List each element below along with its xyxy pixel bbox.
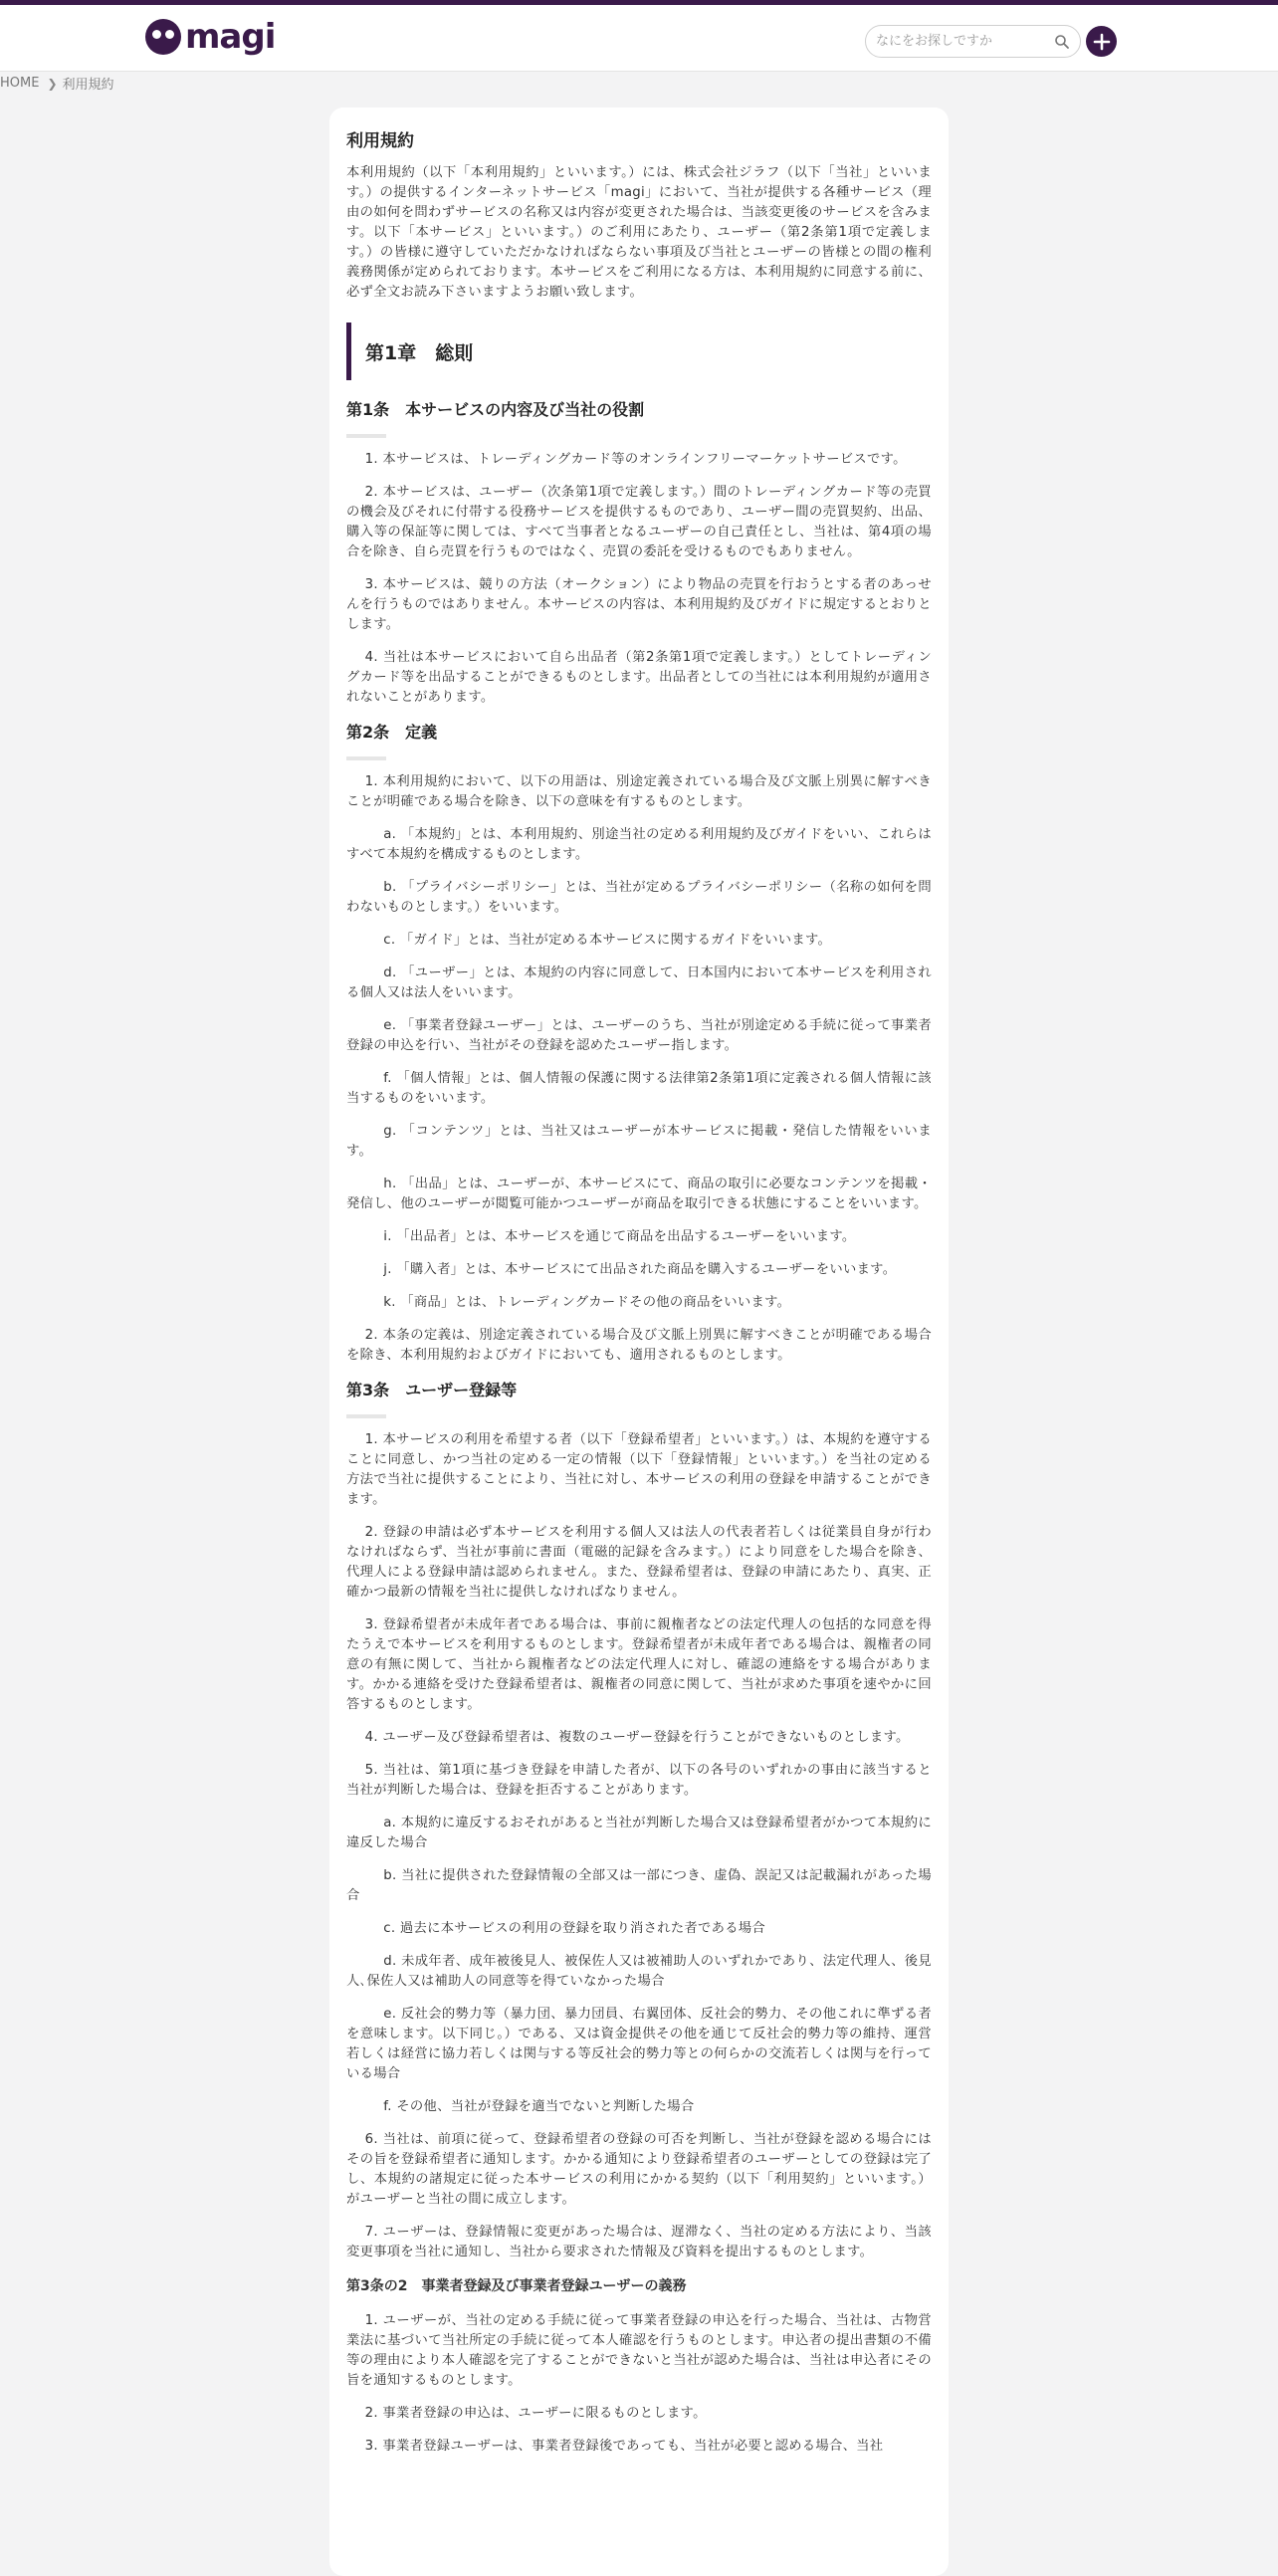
add-listing-button[interactable] bbox=[1086, 26, 1117, 57]
search-box[interactable] bbox=[865, 25, 1081, 58]
sub-clause: j. 「購入者」とは、本サービスにて出品された商品を購入するユーザーをいいます。 bbox=[383, 1262, 897, 1277]
sub-clause: b. 「プライバシーポリシー」とは、当社が定めるプライバシーポリシー（名称の如何を問わないものとします。）をいいます。 bbox=[346, 880, 932, 915]
clause: 6. 当社は、前項に従って、登録希望者の登録の可否を判断し、当社が登録を認める場合にはその旨を登録希望者に通知します。かかる通知により登録希望者のユーザーとしての登録は完了し、本規約の諸規定に従った本サービスの利用にかかる契約（以下「利用契約」といいます。）がユーザーと当社の間に成立します。 bbox=[346, 2132, 932, 2207]
sub-clause: e. 「事業者登録ユーザー」とは、ユーザーのうち、当社が別途定める手続に従って事業者登録の申込を行い、当社がその登録を認めたユーザー指します。 bbox=[346, 1018, 932, 1053]
sub-clause: d. 「ユーザー」とは、本規約の内容に同意して、日本国内において本サービスを利用される個人又は法人をいいます。 bbox=[346, 966, 932, 1000]
sub-clause: f. 「個人情報」とは、個人情報の保護に関する法律第2条第1項に定義される個人情報に該当するものをいいます。 bbox=[346, 1071, 932, 1106]
breadcrumb-current: 利用規約 bbox=[62, 78, 114, 93]
chapter-heading: 第1章 総則 bbox=[346, 322, 932, 380]
sub-clause: c. 過去に本サービスの利用の登録を取り消された者である場合 bbox=[383, 1921, 766, 1936]
sub-clause: a. 本規約に違反するおそれがあると当社が判断した場合又は登録希望者がかつて本規約に違反した場合 bbox=[346, 1816, 932, 1850]
search-icon[interactable] bbox=[1054, 34, 1070, 50]
clause: 3. 事業者登録ユーザーは、事業者登録後であっても、当社が必要と認める場合、当社 bbox=[364, 2439, 884, 2454]
clause: 2. 本サービスは、ユーザー（次条第1項で定義します。）間のトレーディングカード等の売買の機会及びそれに付帯する役務サービスを提供するものであり、ユーザー間の売買契約、出品、購入等の保証等に関しては、すべて当事者となるユーザーの自己責任とし、当社は、第4項の場合を除き、自ら売買を行うものではなく、売買の委託を受けるものでもありません。 bbox=[346, 485, 932, 559]
chevron-right-icon: ❯ bbox=[47, 76, 58, 91]
article-2-title: 第2条 定義 bbox=[346, 723, 438, 742]
terms-card bbox=[329, 107, 949, 2576]
article-3-title: 第3条 ユーザー登録等 bbox=[346, 1381, 518, 1399]
search-input[interactable] bbox=[866, 26, 1045, 57]
page-title: 利用規約 bbox=[346, 131, 414, 151]
article-divider bbox=[346, 1414, 386, 1418]
clause: 1. ユーザーが、当社の定める手続に従って事業者登録の申込を行った場合、当社は、古物営業法に基づいて当社所定の手続に従って本人確認を行うものとします。申込者の提出書類の不備等の理由により本人確認を完了することができないと当社が認めた場合は、当社は申込者にその旨を通知するものとします。 bbox=[346, 2313, 932, 2388]
clause: 2. 事業者登録の申込は、ユーザーに限るものとします。 bbox=[364, 2406, 707, 2421]
app-header bbox=[0, 5, 1278, 72]
clause: 1. 本サービスは、トレーディングカード等のオンラインフリーマーケットサービスです。 bbox=[364, 452, 907, 467]
clause: 3. 本サービスは、競りの方法（オークション）により物品の売買を行おうとする者のあっせんを行うものではありません。本サービスの内容は、本利用規約及びガイドに規定するとおりとします。 bbox=[346, 577, 932, 632]
article-1-title: 第1条 本サービスの内容及び当社の役割 bbox=[346, 400, 645, 419]
sub-clause: i. 「出品者」とは、本サービスを通じて商品を出品するユーザーをいいます。 bbox=[383, 1229, 856, 1244]
sub-clause: h. 「出品」とは、ユーザーが、本サービスにて、商品の取引に必要なコンテンツを掲載・発信し、他のユーザーが閲覧可能かつユーザーが商品を取引できる状態にすることをいいます。 bbox=[346, 1177, 932, 1211]
clause: 4. ユーザー及び登録希望者は、複数のユーザー登録を行うことができないものとします。 bbox=[364, 1730, 910, 1745]
clause: 1. 本サービスの利用を希望する者（以下「登録希望者」といいます。）は、本規約を遵守することに同意し、かつ当社の定める一定の情報（以下「登録情報」といいます。）を当社の定める方法で当社に提供することにより、当社に対し、本サービスの利用の登録を申請することができます。 bbox=[346, 1432, 932, 1507]
clause: 5. 当社は、第1項に基づき登録を申請した者が、以下の各号のいずれかの事由に該当すると当社が判断した場合は、登録を拒否することがあります。 bbox=[346, 1763, 932, 1798]
breadcrumb-home-link[interactable]: HOME bbox=[0, 76, 40, 91]
sub-clause: k. 「商品」とは、トレーディングカードその他の商品をいいます。 bbox=[383, 1295, 791, 1310]
clause: 2. 登録の申請は必ず本サービスを利用する個人又は法人の代表者若しくは従業員自身が行わなければならず、当社が事前に書面（電磁的記録を含みます。）により同意をした場合を除き、代理人による登録申請は認められません。また、登録希望者は、登録の申請にあたり、真実、正確かつ最新の情報を当社に提供しなければなりません。 bbox=[346, 1525, 932, 1600]
logo-text: magi bbox=[185, 17, 276, 57]
sub-clause: a. 「本規約」とは、本利用規約、別途当社の定める利用規約及びガイドをいい、これらはすべて本規約を構成するものとします。 bbox=[346, 827, 932, 862]
sub-clause: d. 未成年者、成年被後見人、被保佐人又は被補助人のいずれかであり、法定代理人、後見人､保佐人又は補助人の同意等を得ていなかった場合 bbox=[346, 1954, 932, 1989]
sub-clause: c. 「ガイド」とは、当社が定める本サービスに関するガイドをいいます。 bbox=[383, 933, 832, 948]
logo[interactable] bbox=[145, 19, 275, 55]
sub-clause: f. その他、当社が登録を適当でないと判断した場合 bbox=[383, 2099, 695, 2114]
clause: 1. 本利用規約において、以下の用語は、別途定義されている場合及び文脈上別異に解すべきことが明確である場合を除き、以下の意味を有するものとします。 bbox=[346, 774, 932, 809]
intro-paragraph: 本利用規約（以下「本利用規約」といいます。）には、株式会社ジラフ（以下「当社」といいます。）の提供するインターネットサービス「magi」において、当社が提供する各種サービス（理由の如何を問わずサービスの名称又は内容が変更された場合は、当該変更後のサービスを含みます。以下「本サービス」といいます。）のご利用にあたり、ユーザー（第2条第1項で定義します。）の皆様に遵守していただかなければならない事項及び当社とユーザーの皆様との間の権利義務関係が定められております。本サービスをご利用になる方は、本利用規約に同意する前に、必ず全文お読み下さいますようお願い致します。 bbox=[346, 165, 932, 300]
magi-logo-icon bbox=[145, 19, 181, 55]
article-divider bbox=[346, 434, 386, 438]
sub-clause: e. 反社会的勢力等（暴力団、暴力団員、右翼団体、反社会的勢力、その他これに準ずる者を意味します。以下同じ。）である、又は資金提供その他を通じて反社会的勢力等の維持、運営若しくは経営に協力若しくは関与する等反社会的勢力等との何らかの交流若しくは関与を行っている場合 bbox=[346, 2007, 932, 2081]
clause: 4. 当社は本サービスにおいて自ら出品者（第2条第1項で定義します。）としてトレーディングカード等を出品することができるものとします。出品者としての当社には本利用規約が適用されないことがあります。 bbox=[346, 650, 932, 705]
clause: 3. 登録希望者が未成年者である場合は、事前に親権者などの法定代理人の包括的な同意を得たうえで本サービスを利用するものとします。登録希望者が未成年者である場合は、親権者の同意の有無に関して、当社から親権者などの法定代理人に対し、確認の連絡をする場合があります。かかる連絡を受けた登録希望者は、親権者の同意に関して、当社が求めた事項を速やかに回答するものとします。 bbox=[346, 1617, 932, 1712]
article-3-2-title: 第3条の2 事業者登録及び事業者登録ユーザーの義務 bbox=[346, 2278, 687, 2294]
article-divider bbox=[346, 756, 386, 760]
clause: 2. 本条の定義は、別途定義されている場合及び文脈上別異に解すべきことが明確である場合を除き、本利用規約およびガイドにおいても、適用されるものとします。 bbox=[346, 1328, 932, 1363]
sub-clause: b. 当社に提供された登録情報の全部又は一部につき、虚偽、誤記又は記載漏れがあった場合 bbox=[346, 1868, 932, 1903]
plus-icon bbox=[1093, 33, 1111, 51]
breadcrumb bbox=[0, 74, 114, 93]
sub-clause: g. 「コンテンツ」とは、当社又はユーザーが本サービスに掲載・発信した情報をいいます。 bbox=[346, 1124, 932, 1159]
clause: 7. ユーザーは、登録情報に変更があった場合は、遅滞なく、当社の定める方法により、当該変更事項を当社に通知し、当社から要求された情報及び資料を提出するものとします。 bbox=[346, 2225, 932, 2259]
